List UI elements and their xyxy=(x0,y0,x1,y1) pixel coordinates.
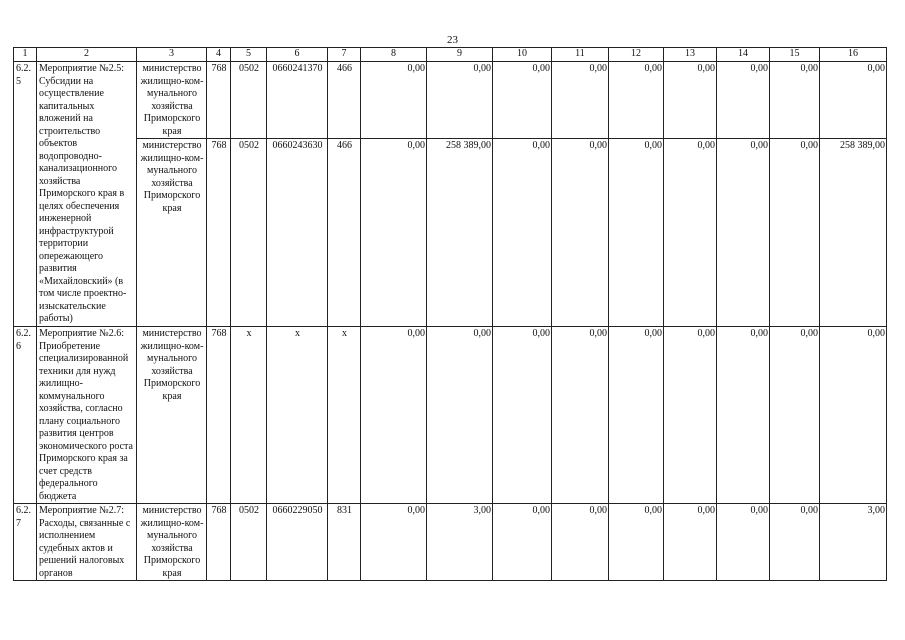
code-expense-type: 466 xyxy=(328,62,361,139)
value-cell: 0,00 xyxy=(820,327,887,504)
code-target: x xyxy=(267,327,328,504)
code-expense-type: x xyxy=(328,327,361,504)
responsible-org: министерство жилищно-ком-мунального хозяйства Приморского края xyxy=(137,139,207,327)
code-section: 0502 xyxy=(231,504,267,581)
code-target: 0660243630 xyxy=(267,139,328,327)
value-cell: 0,00 xyxy=(717,327,770,504)
value-cell: 0,00 xyxy=(493,504,552,581)
responsible-org: министерство жилищно-ком-мунального хозяйства Приморского края xyxy=(137,62,207,139)
value-cell: 258 389,00 xyxy=(427,139,493,327)
code-expense-type: 831 xyxy=(328,504,361,581)
value-cell: 0,00 xyxy=(664,327,717,504)
value-cell: 0,00 xyxy=(664,504,717,581)
col-header-5: 5 xyxy=(231,48,267,62)
value-cell: 0,00 xyxy=(770,139,820,327)
col-header-6: 6 xyxy=(267,48,328,62)
measure-name: Мероприятие №2.5: Субсидии на осуществление капитальных вложений на строительство объектов водопроводно-канализационного хозяйства Приморского края в целях обеспечения инженерной инфраструктурой территории опережающего развития «Михайловский» (в том числе проектно-изыскательские работы) xyxy=(37,62,137,327)
value-cell: 0,00 xyxy=(361,327,427,504)
row-number: 6.2.5 xyxy=(14,62,37,327)
page-number: 23 xyxy=(447,34,458,46)
value-cell: 0,00 xyxy=(820,62,887,139)
value-cell: 0,00 xyxy=(609,327,664,504)
column-number-row xyxy=(14,48,887,62)
measure-name: Мероприятие №2.6: Приобретение специализированной техники для нужд жилищно-коммунального хозяйства, согласно плану социального развития центров экономического роста Приморского края за счет средств федерального бюджета xyxy=(37,327,137,504)
code-grbs: 768 xyxy=(207,504,231,581)
value-cell: 0,00 xyxy=(361,504,427,581)
code-section: 0502 xyxy=(231,139,267,327)
value-cell: 0,00 xyxy=(609,139,664,327)
col-header-10: 10 xyxy=(493,48,552,62)
value-cell: 0,00 xyxy=(493,139,552,327)
col-header-13: 13 xyxy=(664,48,717,62)
code-section: x xyxy=(231,327,267,504)
row-number: 6.2.6 xyxy=(14,327,37,504)
value-cell: 0,00 xyxy=(664,139,717,327)
row-number: 6.2.7 xyxy=(14,504,37,581)
col-header-1: 1 xyxy=(14,48,37,62)
value-cell: 0,00 xyxy=(717,504,770,581)
col-header-3: 3 xyxy=(137,48,207,62)
value-cell: 0,00 xyxy=(609,504,664,581)
code-section: 0502 xyxy=(231,62,267,139)
responsible-org: министерство жилищно-ком-мунального хозяйства Приморского края xyxy=(137,327,207,504)
value-cell: 0,00 xyxy=(361,139,427,327)
value-cell: 0,00 xyxy=(493,327,552,504)
value-cell: 0,00 xyxy=(361,62,427,139)
value-cell: 3,00 xyxy=(427,504,493,581)
value-cell: 0,00 xyxy=(717,62,770,139)
code-expense-type: 466 xyxy=(328,139,361,327)
code-target: 0660229050 xyxy=(267,504,328,581)
value-cell: 0,00 xyxy=(664,62,717,139)
col-header-15: 15 xyxy=(770,48,820,62)
value-cell: 0,00 xyxy=(552,139,609,327)
col-header-7: 7 xyxy=(328,48,361,62)
value-cell: 0,00 xyxy=(552,327,609,504)
budget-table xyxy=(13,47,887,581)
measure-name: Мероприятие №2.7: Расходы, связанные с исполнением судебных актов и решений налоговых органов xyxy=(37,504,137,581)
value-cell: 0,00 xyxy=(770,504,820,581)
col-header-12: 12 xyxy=(609,48,664,62)
col-header-9: 9 xyxy=(427,48,493,62)
value-cell: 0,00 xyxy=(770,327,820,504)
col-header-4: 4 xyxy=(207,48,231,62)
code-target: 0660241370 xyxy=(267,62,328,139)
col-header-16: 16 xyxy=(820,48,887,62)
value-cell: 258 389,00 xyxy=(820,139,887,327)
table-row xyxy=(14,504,887,581)
table-row xyxy=(14,139,887,327)
value-cell: 0,00 xyxy=(609,62,664,139)
col-header-14: 14 xyxy=(717,48,770,62)
col-header-8: 8 xyxy=(361,48,427,62)
responsible-org: министерство жилищно-ком-мунального хозяйства Приморского края xyxy=(137,504,207,581)
value-cell: 0,00 xyxy=(552,62,609,139)
value-cell: 0,00 xyxy=(427,327,493,504)
table-row xyxy=(14,62,887,139)
col-header-11: 11 xyxy=(552,48,609,62)
code-grbs: 768 xyxy=(207,139,231,327)
value-cell: 0,00 xyxy=(770,62,820,139)
value-cell: 3,00 xyxy=(820,504,887,581)
value-cell: 0,00 xyxy=(717,139,770,327)
value-cell: 0,00 xyxy=(552,504,609,581)
code-grbs: 768 xyxy=(207,327,231,504)
value-cell: 0,00 xyxy=(427,62,493,139)
value-cell: 0,00 xyxy=(493,62,552,139)
code-grbs: 768 xyxy=(207,62,231,139)
table-row xyxy=(14,327,887,504)
col-header-2: 2 xyxy=(37,48,137,62)
